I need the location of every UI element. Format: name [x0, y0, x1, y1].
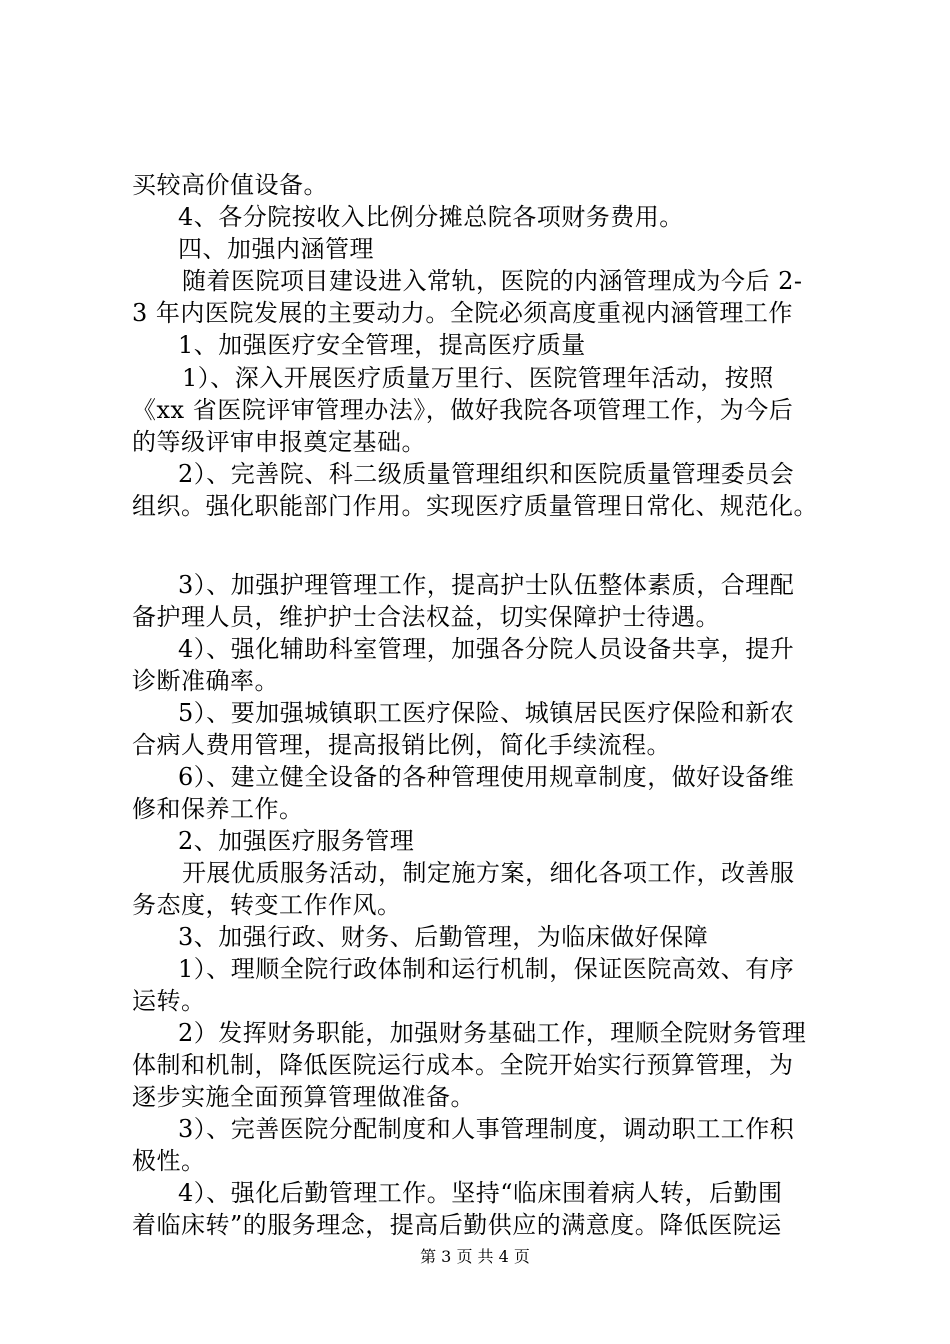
text-line: 诊断准确率。: [132, 667, 279, 695]
text-line: 买较高价值设备。: [132, 171, 328, 199]
text-line: 1）、理顺全院行政体制和运行机制，保证医院高效、有序: [178, 955, 795, 983]
text-line: 的等级评审申报奠定基础。: [132, 428, 426, 456]
text-line: 4）、强化辅助科室管理，加强各分院人员设备共享，提升: [178, 635, 795, 663]
text-line: 修和保养工作。: [132, 795, 304, 823]
text-line: 《xx 省医院评审管理办法》，做好我院各项管理工作，为今后: [132, 396, 794, 424]
text-line: 着临床转”的服务理念，提高后勤供应的满意度。降低医院运: [132, 1211, 782, 1239]
text-line: 备护理人员，维护护士合法权益，切实保障护士待遇。: [132, 603, 720, 631]
text-line: 3）、加强护理管理工作，提高护士队伍整体素质，合理配: [178, 571, 795, 599]
subsection-heading: 2、加强医疗服务管理: [178, 827, 415, 855]
subsection-heading: 1、加强医疗安全管理，提高医疗质量: [178, 331, 586, 359]
text-line: 3）、完善医院分配制度和人事管理制度，调动职工工作积: [178, 1115, 795, 1143]
text-line: 随着医院项目建设进入常轨，医院的内涵管理成为今后 2-: [182, 267, 803, 295]
text-line: 合病人费用管理，提高报销比例，简化手续流程。: [132, 731, 671, 759]
subsection-heading: 3、加强行政、财务、后勤管理，为临床做好保障: [178, 923, 709, 951]
text-line: 1）、深入开展医疗质量万里行、医院管理年活动，按照: [182, 364, 774, 392]
text-line: 极性。: [132, 1147, 206, 1175]
text-line: 5）、要加强城镇职工医疗保险、城镇居民医疗保险和新农: [178, 699, 795, 727]
text-line: 组织。强化职能部门作用。实现医疗质量管理日常化、规范化。: [132, 492, 818, 520]
text-line: 6）、建立健全设备的各种管理使用规章制度，做好设备维: [178, 763, 795, 791]
page-footer: 第 3 页 共 4 页: [420, 1247, 530, 1266]
text-line: 3 年内医院发展的主要动力。全院必须高度重视内涵管理工作: [132, 299, 793, 327]
text-line: 开展优质服务活动，制定施方案，细化各项工作，改善服: [182, 859, 795, 887]
text-line: 2）发挥财务职能，加强财务基础工作，理顺全院财务管理: [178, 1019, 807, 1047]
text-line: 运转。: [132, 987, 206, 1015]
text-line: 务态度，转变工作作风。: [132, 891, 402, 919]
text-line: 2）、完善院、科二级质量管理组织和医院质量管理委员会: [178, 460, 795, 488]
text-line: 体制和机制，降低医院运行成本。全院开始实行预算管理，为: [132, 1051, 794, 1079]
text-line: 4、各分院按收入比例分摊总院各项财务费用。: [178, 203, 684, 231]
text-line: 逐步实施全面预算管理做准备。: [132, 1083, 475, 1111]
text-line: 4）、强化后勤管理工作。坚持“临床围着病人转，后勤围: [178, 1179, 783, 1207]
section-heading: 四、加强内涵管理: [178, 235, 374, 263]
